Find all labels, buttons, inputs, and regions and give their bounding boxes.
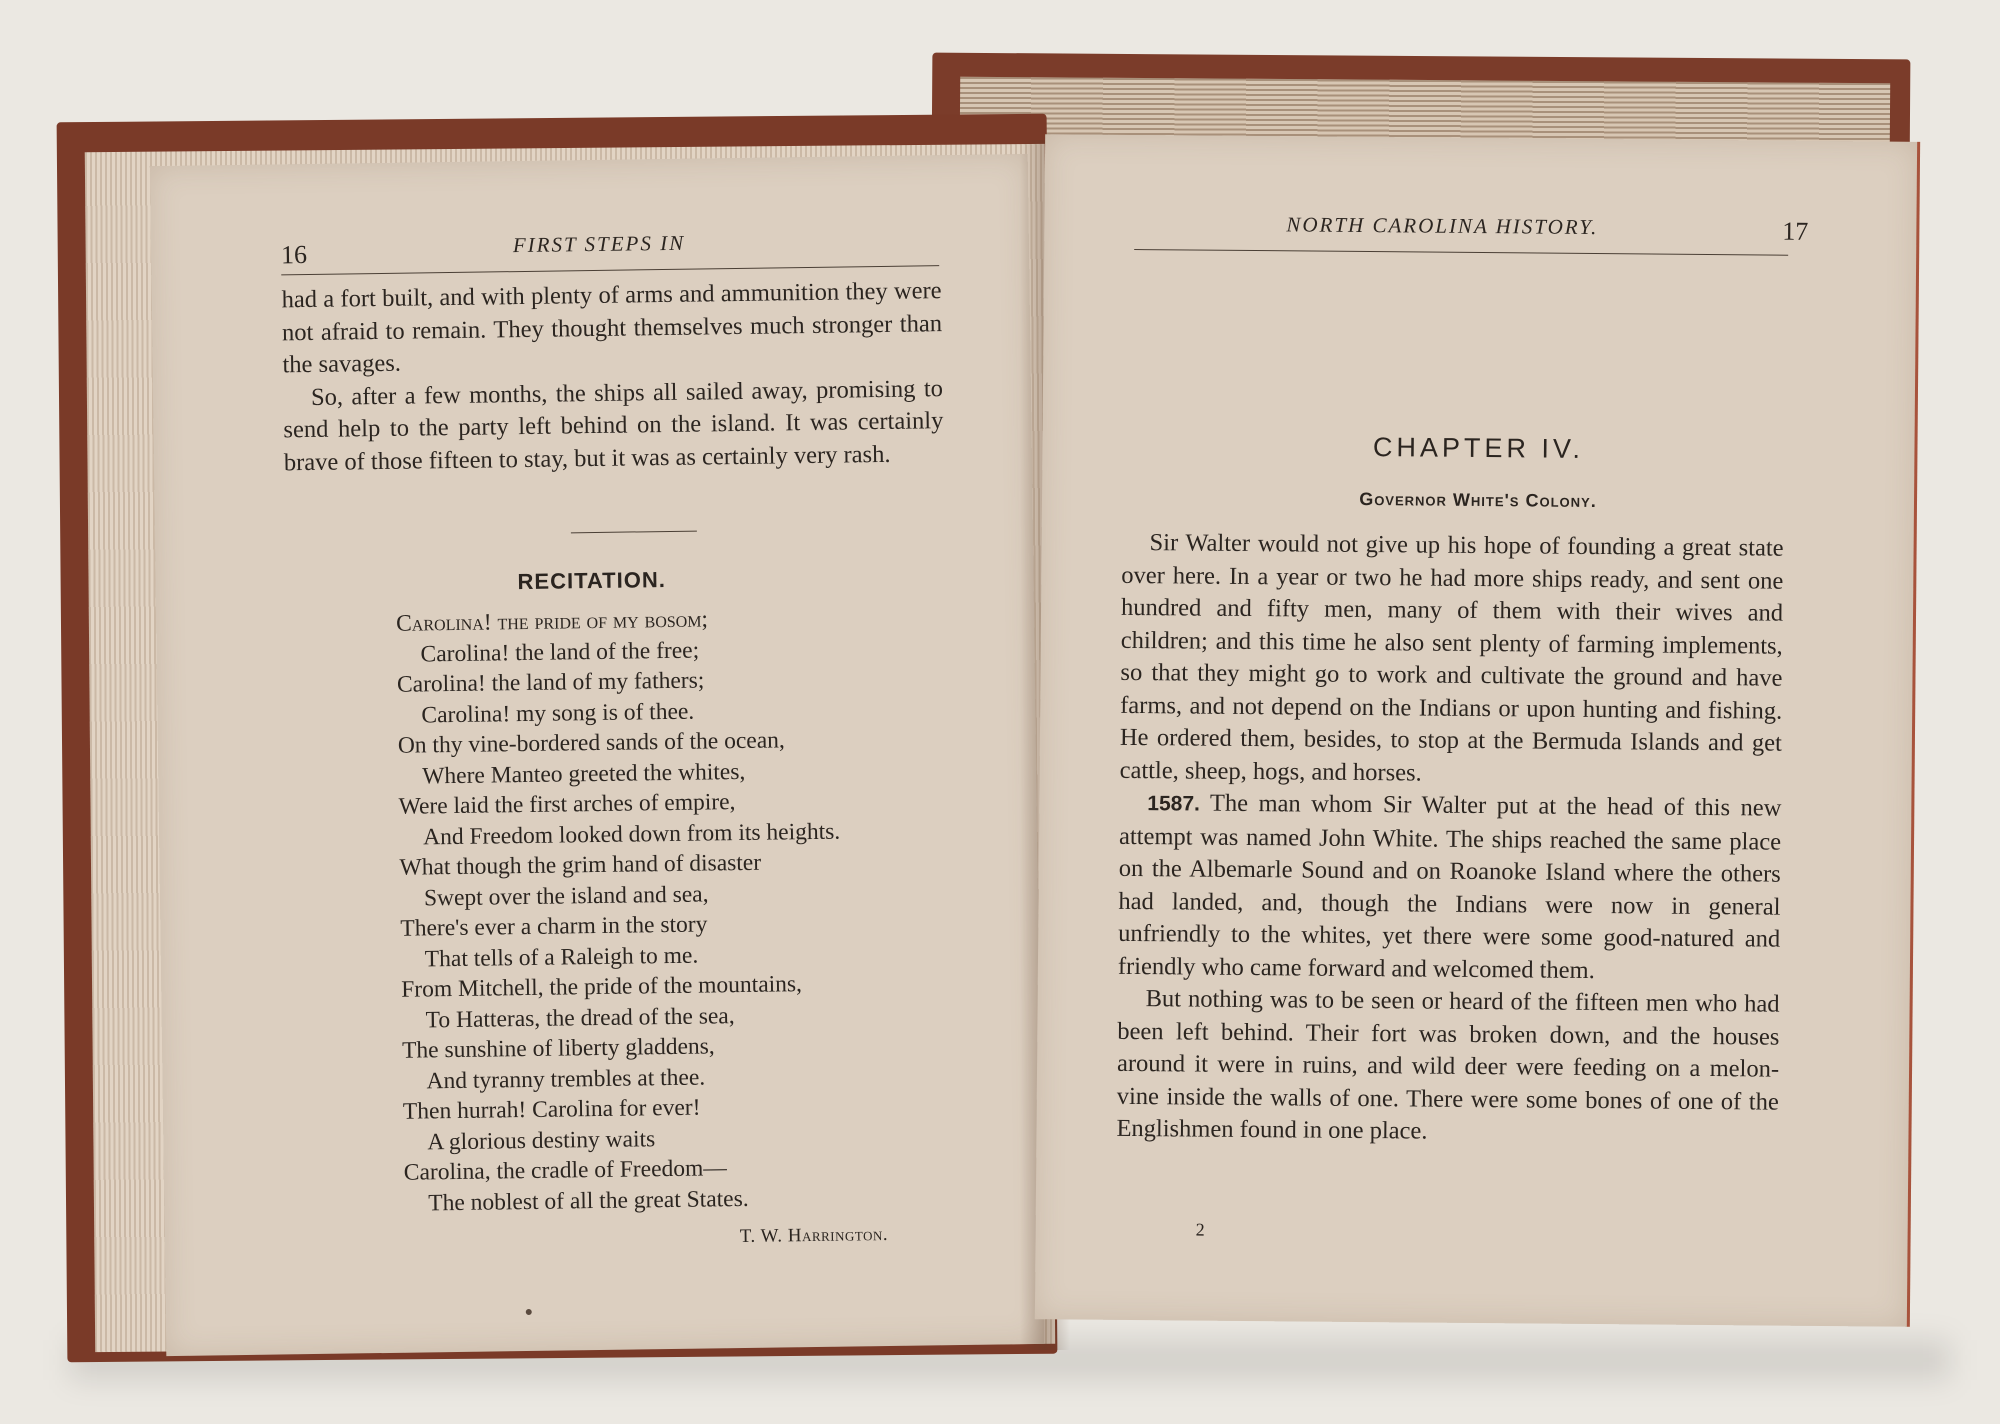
- right-paragraph-year: [1118, 787, 1782, 989]
- poem-line: Where Manteo greeted the whites,: [422, 758, 746, 789]
- poem-line: Carolina! the land of the free;: [420, 637, 700, 667]
- right-paragraph: The man whom Sir Walter put at the head of this new attempt was named John White. The ships reached the same place on the Albemarle Sound and on Roanoke Island where the others had landed, and, though the Indians were now in general unfriendly to the whites, yet there were some good-natured and friendly who came forward and welcomed them.: [1117, 789, 1782, 984]
- poem-line: The noblest of all the great States.: [428, 1185, 749, 1216]
- poem-line: To Hatteras, the dread of the sea,: [425, 1002, 735, 1033]
- paper-speck: [526, 1309, 532, 1315]
- poem-line: Were laid the first arches of empire,: [398, 789, 736, 820]
- poem-line: A glorious destiny waits: [427, 1125, 656, 1155]
- poem-line: The sunshine of liberty gladdens,: [401, 1033, 715, 1064]
- page-edges-top: [960, 77, 1890, 143]
- left-page-number: 16: [280, 240, 308, 270]
- section-separator: [571, 531, 697, 534]
- poem-line: That tells of a Raleigh to me.: [424, 942, 699, 972]
- poem-line: Carolina! the pride of my bosom;: [395, 606, 709, 637]
- poem-line: Carolina! the land of my fathers;: [396, 667, 705, 698]
- left-header-rule: [281, 265, 939, 275]
- left-prose: [281, 275, 944, 479]
- signature-mark: 2: [1195, 1219, 1205, 1240]
- poem-line: From Mitchell, the pride of the mountains,: [401, 971, 803, 1003]
- poem-author: T. W. Harrington.: [739, 1223, 889, 1248]
- poem-line: And tyranny trembles at thee.: [426, 1064, 706, 1094]
- chapter-title: CHAPTER IV.: [1372, 432, 1585, 464]
- right-page: [1035, 134, 1920, 1327]
- poem-line: Carolina, the cradle of Freedom—: [403, 1155, 727, 1186]
- right-running-head: NORTH CAROLINA HISTORY.: [1286, 212, 1599, 240]
- left-paragraph: So, after a few months, the ships all sailed away, promising to send help to the party left behind on the island. It was certainly brave of those fifteen to stay, but it was as certainly very rash.: [283, 374, 944, 476]
- right-paragraph: Sir Walter would not give up his hope of founding a great state over here. In a year or two he had more ships ready, and sent one hundred and fifty men, many of them with their wives and children; and this time he also sent plenty of farming implements, so that they might go to work and cultivate the ground and have farms, and not depend on the Indians or upon hunting and fishing. He ordered them, besides, to stop at the Bermuda Islands and get cattle, sheep, hogs, and horses.: [1119, 529, 1784, 787]
- poem-line: And Freedom looked down from its heights.: [422, 818, 841, 850]
- year-marker: 1587.: [1147, 792, 1201, 816]
- right-paragraph: But nothing was to be seen or heard of the fifteen men who had been left behind. Their fort was broken down, and the houses around it were in ruins, and wild deer were feeding on a melon-vine inside the walls of one. There were some bones of one of the Englishmen found in one place.: [1116, 985, 1780, 1145]
- left-page: [150, 154, 1045, 1356]
- left-running-head: FIRST STEPS IN: [512, 230, 686, 258]
- poem-line: Swept over the island and sea,: [423, 880, 709, 911]
- right-prose: [1116, 527, 1783, 1151]
- poem-line: On thy vine-bordered sands of the ocean,: [397, 727, 785, 759]
- poem-line: What though the grim hand of disaster: [399, 849, 762, 881]
- chapter-subtitle: Governor White's Colony.: [1359, 488, 1597, 512]
- recitation-heading: RECITATION.: [517, 567, 667, 595]
- right-page-number: 17: [1782, 216, 1809, 246]
- left-paragraph: had a fort built, and with plenty of arms and ammunition they were not afraid to remain. They thought themselves much stronger than the savages.: [281, 277, 943, 379]
- poem-line: Then hurrah! Carolina for ever!: [402, 1094, 701, 1125]
- poem: [396, 601, 964, 1219]
- poem-line: Carolina! my song is of thee.: [421, 698, 695, 728]
- poem-line: There's ever a charm in the story: [400, 911, 708, 942]
- right-header-rule: [1134, 249, 1788, 256]
